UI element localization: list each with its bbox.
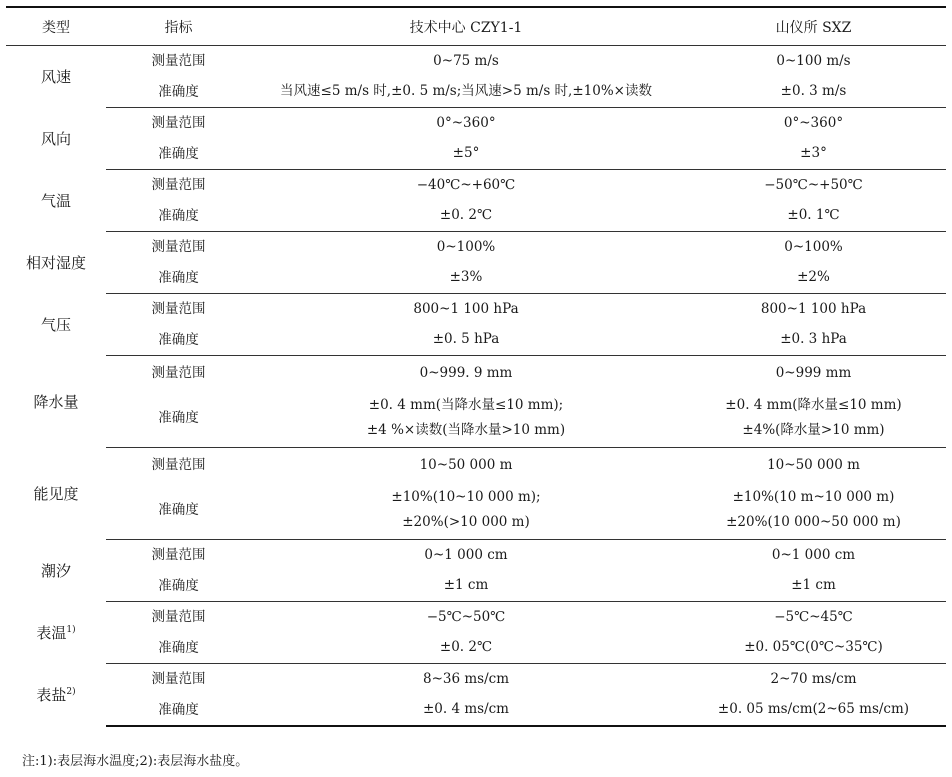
accuracy-line: ±3% (449, 269, 483, 285)
table-row (6, 324, 946, 356)
accuracy-line: ±0. 4 ms/cm (422, 701, 509, 717)
table-row (6, 170, 946, 201)
metric-label-accuracy: 准确度 (106, 389, 251, 448)
metric-label-range: 测量范围 (151, 547, 206, 563)
accuracy-value-device-1 (251, 200, 681, 232)
footnote: 注:1):表层海水温度;2):表层海水盐度。 (22, 754, 249, 769)
metric-label-range: 测量范围 (151, 456, 206, 473)
type-cell (6, 170, 106, 232)
metric-label-accuracy: 准确度 (106, 632, 251, 664)
range-value-device-1: 10~50 000 m (419, 456, 513, 473)
range-value-device-1: −5℃~50℃ (426, 609, 506, 625)
accuracy-line: ±0. 05 ms/cm(2~65 ms/cm) (717, 701, 910, 717)
table-row-group (6, 664, 946, 727)
spec-table (6, 6, 946, 727)
accuracy-value-device-2 (681, 570, 946, 602)
range-value-device-2: 10~50 000 m (767, 456, 860, 473)
type-label: 风向 (40, 129, 71, 148)
accuracy-line: ±0. 05℃(0℃~35℃) (744, 639, 883, 655)
accuracy-value-device-1 (251, 389, 681, 448)
table-row (6, 262, 946, 294)
type-label: 气温 (40, 191, 71, 210)
range-value-device-2: 0~1 000 cm (771, 547, 856, 563)
accuracy-line: ±0. 3 hPa (780, 331, 847, 347)
metric-label-accuracy: 准确度 (106, 694, 251, 726)
accuracy-line: ±4%(降水量>10 mm) (742, 422, 885, 438)
accuracy-line: 当风速≤5 m/s 时,±0. 5 m/s;当风速>5 m/s 时,±10%×读数 (280, 83, 652, 99)
metric-label-range: 测量范围 (151, 301, 206, 317)
accuracy-value-device-2 (681, 138, 946, 170)
table-row (6, 540, 946, 571)
type-label: 表盐 (36, 685, 67, 704)
accuracy-value-device-1 (251, 324, 681, 356)
accuracy-value-device-2 (681, 262, 946, 294)
accuracy-line: ±20%(>10 000 m) (402, 514, 530, 530)
accuracy-value-device-2 (681, 632, 946, 664)
footnote-marker: 1) (66, 624, 76, 635)
type-label: 表温 (36, 623, 67, 642)
header-row (6, 7, 946, 46)
accuracy-line: ±0. 5 hPa (432, 331, 500, 347)
accuracy-line: ±0. 4 mm(降水量≤10 mm) (725, 397, 902, 413)
metric-label-range: 测量范围 (151, 177, 206, 193)
table-row-group (6, 108, 946, 170)
range-value-device-2: −50℃~+50℃ (764, 177, 863, 193)
accuracy-value-device-1 (251, 76, 681, 108)
metric-label-accuracy: 准确度 (106, 570, 251, 602)
table-row (6, 232, 946, 263)
table-row (6, 389, 946, 448)
metric-label-accuracy: 准确度 (106, 76, 251, 108)
range-value-device-2: 0~999 mm (775, 364, 852, 381)
table-row (6, 448, 946, 482)
type-cell (6, 232, 106, 294)
header-type: 类型 (6, 7, 106, 46)
accuracy-line: ±3° (800, 145, 827, 161)
table-row (6, 570, 946, 602)
accuracy-value-device-1 (251, 481, 681, 540)
range-value-device-2: 0~100 m/s (776, 53, 851, 69)
type-cell (6, 294, 106, 356)
accuracy-value-device-1 (251, 694, 681, 726)
type-cell (6, 664, 106, 727)
accuracy-line: ±20%(10 000~50 000 m) (726, 514, 901, 530)
table-row-group (6, 294, 946, 356)
accuracy-line: ±10%(10~10 000 m); (391, 489, 541, 505)
accuracy-line: ±0. 2℃ (439, 207, 493, 223)
table-row-group (6, 540, 946, 602)
range-value-device-1: 0~1 000 cm (424, 547, 508, 563)
metric-label-accuracy: 准确度 (106, 481, 251, 540)
metric-label-range: 测量范围 (151, 239, 206, 255)
accuracy-value-device-1 (251, 632, 681, 664)
metric-label-accuracy: 准确度 (106, 324, 251, 356)
table-row (6, 138, 946, 170)
accuracy-value-device-2 (681, 76, 946, 108)
range-value-device-2: 0~100% (784, 239, 843, 255)
range-value-device-1: 0~75 m/s (433, 53, 499, 69)
accuracy-line: ±0. 4 mm(当降水量≤10 mm); (368, 397, 564, 413)
type-cell (6, 540, 106, 602)
metric-label-accuracy: 准确度 (106, 200, 251, 232)
header-device-2: 山仪所 SXZ (681, 7, 946, 46)
range-value-device-2: 2~70 ms/cm (770, 671, 857, 687)
type-cell (6, 108, 106, 170)
type-label: 潮汐 (40, 561, 71, 580)
table-row (6, 694, 946, 726)
type-label: 风速 (40, 67, 71, 86)
range-value-device-2: 800~1 100 hPa (760, 301, 867, 317)
type-cell (6, 356, 106, 448)
accuracy-line: ±0. 3 m/s (780, 83, 847, 99)
range-value-device-2: 0°~360° (783, 115, 844, 131)
table-row-group (6, 448, 946, 540)
type-label: 气压 (40, 315, 71, 334)
table-row-group (6, 232, 946, 294)
accuracy-line: ±2% (797, 269, 830, 285)
range-value-device-1: 0°~360° (436, 115, 496, 131)
accuracy-value-device-2 (681, 200, 946, 232)
metric-label-range: 测量范围 (151, 671, 206, 687)
accuracy-value-device-2 (681, 324, 946, 356)
type-label: 降水量 (33, 392, 79, 411)
metric-label-accuracy: 准确度 (106, 138, 251, 170)
metric-label-accuracy: 准确度 (106, 262, 251, 294)
type-label: 相对湿度 (25, 253, 86, 272)
table-row (6, 108, 946, 139)
type-cell (6, 46, 106, 108)
table-row-group (6, 602, 946, 664)
range-value-device-1: 0~100% (436, 239, 496, 255)
accuracy-line: ±5° (452, 145, 480, 161)
accuracy-value-device-1 (251, 570, 681, 602)
footnote-marker: 2) (66, 686, 76, 697)
range-value-device-1: 0~999. 9 mm (419, 364, 513, 381)
type-label: 能见度 (33, 484, 79, 503)
table-row (6, 76, 946, 108)
header-metric: 指标 (106, 7, 251, 46)
table-row (6, 481, 946, 540)
table-row-group (6, 356, 946, 448)
type-cell (6, 602, 106, 664)
accuracy-line: ±1 cm (443, 577, 489, 593)
table-row (6, 632, 946, 664)
accuracy-line: ±1 cm (791, 577, 836, 593)
range-value-device-1: −40℃~+60℃ (416, 177, 516, 193)
type-cell (6, 448, 106, 540)
table-row (6, 294, 946, 325)
table-row (6, 664, 946, 695)
metric-label-range: 测量范围 (151, 115, 206, 131)
table-row (6, 356, 946, 390)
table-row (6, 602, 946, 633)
header-device-1: 技术中心 CZY1-1 (251, 7, 681, 46)
table-row-group (6, 170, 946, 232)
table-row (6, 46, 946, 77)
metric-label-range: 测量范围 (151, 364, 206, 381)
range-value-device-1: 800~1 100 hPa (413, 301, 519, 317)
table-row (6, 200, 946, 232)
accuracy-line: ±0. 1℃ (787, 207, 840, 223)
accuracy-value-device-2 (681, 694, 946, 726)
accuracy-value-device-1 (251, 262, 681, 294)
range-value-device-2: −5℃~45℃ (774, 609, 853, 625)
accuracy-value-device-2 (681, 481, 946, 540)
table-row-group (6, 46, 946, 108)
accuracy-line: ±10%(10 m~10 000 m) (732, 489, 895, 505)
accuracy-line: ±0. 2℃ (439, 639, 493, 655)
range-value-device-1: 8~36 ms/cm (422, 671, 509, 687)
accuracy-line: ±4 %×读数(当降水量>10 mm) (366, 422, 566, 438)
metric-label-range: 测量范围 (151, 53, 206, 69)
metric-label-range: 测量范围 (151, 609, 206, 625)
accuracy-value-device-2 (681, 389, 946, 448)
accuracy-value-device-1 (251, 138, 681, 170)
